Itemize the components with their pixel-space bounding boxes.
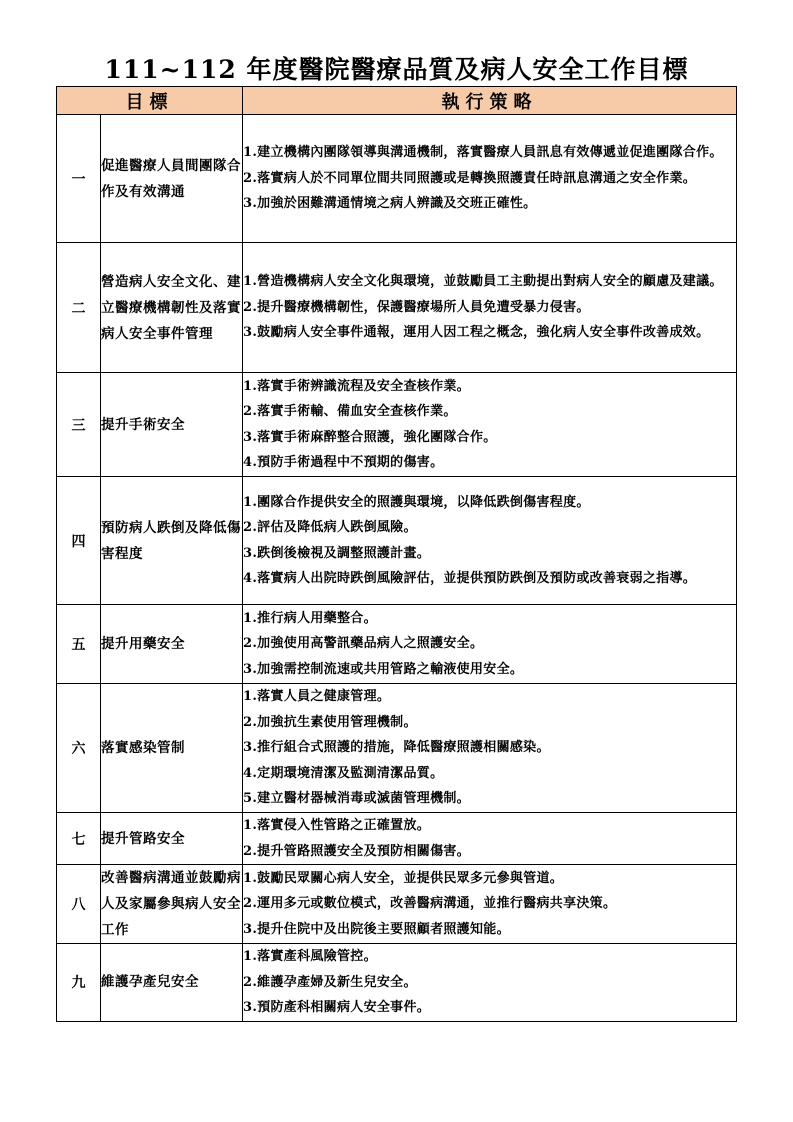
table-row <box>57 684 737 813</box>
strategy-cell <box>243 373 737 477</box>
strategy-item: 3.跌倒後檢視及調整照護計畫。 <box>243 545 431 561</box>
table-row <box>57 944 737 1022</box>
strategy-item: 4.落實病人出院時跌倒風險評估，並提供預防跌倒及預防或改善衰弱之指導。 <box>243 571 697 586</box>
strategy-item: 3.加強需控制流速或共用管路之輸液使用安全。 <box>243 661 524 677</box>
strategy-item: 1.落實手術辨識流程及安全查核作業。 <box>243 378 470 394</box>
table-row <box>57 605 737 684</box>
goal-title: 營造病人安全文化、建立醫療機構韌性及落實病人安全事件管理 <box>101 243 243 373</box>
strategy-cell <box>243 605 737 684</box>
table-row <box>57 373 737 477</box>
strategy-item: 3.加強於困難溝通情境之病人辨識及交班正確性。 <box>243 196 537 212</box>
strategy-item: 1.營造機構病人安全文化與環境，並鼓勵員工主動提出對病人安全的顧慮及建議。 <box>243 274 723 290</box>
goal-number: 六 <box>57 684 101 813</box>
goal-title: 改善醫病溝通並鼓勵病人及家屬參與病人安全工作 <box>101 865 243 944</box>
strategy-item: 2.加強使用高警訊藥品病人之照護安全。 <box>243 636 484 652</box>
strategy-item: 2.落實病人於不同單位間共同照護或是轉換照護責任時訊息溝通之安全作業。 <box>243 170 697 186</box>
table-row <box>57 115 737 243</box>
strategy-item: 2.評估及降低病人跌倒風險。 <box>243 520 417 535</box>
goal-number: 一 <box>57 115 101 243</box>
strategy-cell <box>243 813 737 865</box>
strategy-item: 1.推行病人用藥整合。 <box>243 610 377 626</box>
strategy-cell <box>243 944 737 1022</box>
goal-number: 九 <box>57 944 101 1022</box>
strategy-item: 1.建立機構內團隊領導與溝通機制，落實醫療人員訊息有效傳遞並促進團隊合作。 <box>243 145 723 161</box>
strategy-item: 2.提升管路照護安全及預防相關傷害。 <box>243 843 470 859</box>
table-row <box>57 477 737 605</box>
strategy-item: 3.落實手術麻醉整合照護，強化團隊合作。 <box>243 429 497 445</box>
strategy-item: 1.落實產科風險管控。 <box>243 949 377 964</box>
table-row <box>57 865 737 944</box>
table-header-row <box>57 87 737 115</box>
goal-title: 提升管路安全 <box>101 813 243 865</box>
strategy-item: 2.提升醫療機構韌性，保護醫療場所人員免遭受暴力侵害。 <box>243 299 590 315</box>
goal-number: 二 <box>57 243 101 373</box>
strategy-item: 3.提升住院中及出院後主要照顧者照護知能。 <box>243 921 510 937</box>
goal-title: 落實感染管制 <box>101 684 243 813</box>
goal-title: 提升手術安全 <box>101 373 243 477</box>
goals-table <box>56 86 737 1022</box>
strategy-item: 4.預防手術過程中不預期的傷害。 <box>243 455 444 470</box>
goal-number: 三 <box>57 373 101 477</box>
page-title: 111~112 年度醫院醫療品質及病人安全工作目標 <box>104 55 689 84</box>
strategy-item: 3.推行組合式照護的措施，降低醫療照護相關感染。 <box>243 740 550 756</box>
strategy-item: 3.鼓勵病人安全事件通報，運用人因工程之概念，強化病人安全事件改善成效。 <box>243 325 710 341</box>
goal-number: 五 <box>57 605 101 684</box>
strategy-item: 2.運用多元或數位模式，改善醫病溝通，並推行醫病共享決策。 <box>243 896 617 912</box>
goal-title: 提升用藥安全 <box>101 605 243 684</box>
strategy-cell <box>243 684 737 813</box>
strategy-cell <box>243 477 737 605</box>
goal-title: 預防病人跌倒及降低傷害程度 <box>101 477 243 605</box>
table-row <box>57 813 737 865</box>
strategy-item: 5.建立醫材器械消毒或滅菌管理機制。 <box>243 791 470 807</box>
header-goal: 目標 <box>57 87 243 115</box>
header-strategy: 執行策略 <box>243 87 737 115</box>
strategy-item: 2.加強抗生素使用管理機制。 <box>243 714 417 730</box>
strategy-cell <box>243 243 737 373</box>
strategy-item: 2.落實手術輸、備血安全查核作業。 <box>243 404 457 419</box>
goal-number: 八 <box>57 865 101 944</box>
strategy-item: 1.團隊合作提供安全的照護與環境，以降低跌倒傷害程度。 <box>243 494 590 510</box>
strategy-cell <box>243 865 737 944</box>
strategy-cell <box>243 115 737 243</box>
table-row <box>57 243 737 373</box>
strategy-item: 2.維護孕產婦及新生兒安全。 <box>243 974 417 990</box>
goal-title: 促進醫療人員間團隊合作及有效溝通 <box>101 115 243 243</box>
strategy-item: 1.鼓勵民眾關心病人安全，並提供民眾多元參與管道。 <box>243 870 564 886</box>
goal-number: 七 <box>57 813 101 865</box>
strategy-item: 1.落實人員之健康管理。 <box>243 689 391 705</box>
strategy-item: 3.預防產科相關病人安全事件。 <box>243 1000 431 1015</box>
table-body <box>57 115 737 1022</box>
goal-number: 四 <box>57 477 101 605</box>
goal-title: 維護孕產兒安全 <box>101 944 243 1022</box>
strategy-item: 4.定期環境清潔及監測清潔品質。 <box>243 765 444 781</box>
strategy-item: 1.落實侵入性管路之正確置放。 <box>243 818 431 833</box>
